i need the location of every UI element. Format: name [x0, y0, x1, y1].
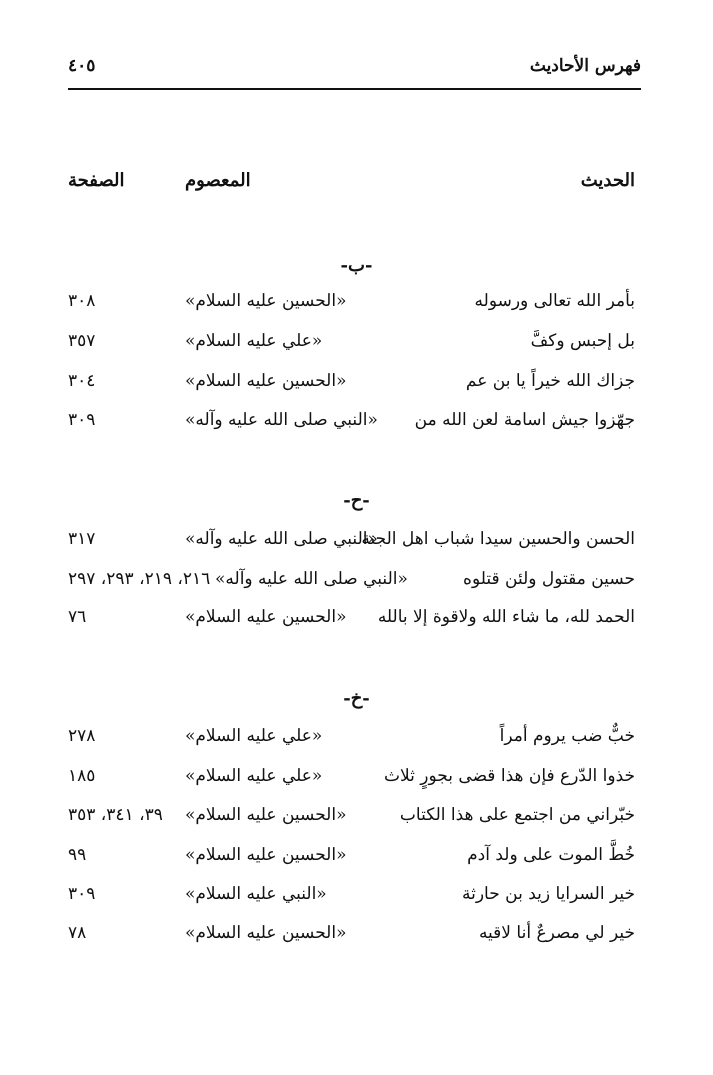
- masum-name: «الحسين عليه السلام»: [185, 607, 347, 627]
- hadith-text: بأمر الله تعالى ورسوله: [474, 291, 635, 311]
- page-refs: ٣٠٩: [68, 884, 96, 904]
- page-refs: ٢١٦، ٢١٩، ٢٩٣، ٢٩٧: [68, 569, 211, 589]
- masum-name: «النبي عليه السلام»: [185, 884, 327, 904]
- hadith-text: الحمد لله، ما شاء الله ولاقوة إلا بالله: [377, 607, 635, 627]
- page-refs: ٣٩، ٣٤١، ٣٥٣: [68, 805, 163, 825]
- index-row: [0, 522, 713, 556]
- section-letter-ha: -ح-: [343, 490, 370, 511]
- column-heading-masum: المعصوم: [185, 170, 251, 191]
- page-refs: ٣١٧: [68, 529, 96, 549]
- column-heading-page: الصفحة: [68, 170, 125, 191]
- masum-name: «علي عليه السلام»: [185, 726, 323, 746]
- index-row: [0, 877, 713, 911]
- masum-name: «النبي صلى الله عليه وآله»: [215, 569, 408, 589]
- hadith-text: جهّزوا جيش اسامة لعن الله من: [414, 410, 635, 430]
- running-header: [68, 56, 641, 90]
- hadith-text: حسين مقتول ولئن قتلوه: [463, 569, 635, 589]
- masum-name: «النبي صلى الله عليه وآله»: [185, 529, 378, 549]
- section-letter-ba: -ب-: [340, 255, 373, 276]
- header-title: فهرس الأحاديث: [529, 56, 641, 76]
- index-row: [0, 838, 713, 872]
- page-refs: ٩٩: [68, 845, 87, 865]
- hadith-text: بل إحبس وكفَّ: [530, 331, 635, 351]
- page-refs: ٧٦: [68, 607, 87, 627]
- masum-name: «علي عليه السلام»: [185, 766, 323, 786]
- index-row: [0, 324, 713, 358]
- page-refs: ٣٠٤: [68, 371, 96, 391]
- page-refs: ٢٧٨: [68, 726, 96, 746]
- masum-name: «الحسين عليه السلام»: [185, 845, 347, 865]
- hadith-text: خُطَّ الموت على ولد آدم: [467, 845, 635, 865]
- page-refs: ١٨٥: [68, 766, 96, 786]
- index-row: [0, 284, 713, 318]
- masum-name: «الحسين عليه السلام»: [185, 923, 347, 943]
- hadith-text: خذوا الدّرع فإن هذا قضى بجورٍ ثلاث: [384, 766, 635, 786]
- section-letter-kha: -خ-: [343, 688, 370, 709]
- hadith-text: خير السرايا زيد بن حارثة: [462, 884, 635, 904]
- page-refs: ٧٨: [68, 923, 87, 943]
- index-row: [0, 403, 713, 437]
- hadith-text: خبٌّ ضب يروم أمراً: [499, 726, 635, 746]
- page-refs: ٣٠٨: [68, 291, 96, 311]
- index-row: [0, 759, 713, 793]
- masum-name: «علي عليه السلام»: [185, 331, 323, 351]
- hadith-text: خير لي مصرعٌ أنا لاقيه: [478, 923, 635, 943]
- masum-name: «النبي صلى الله عليه وآله»: [185, 410, 378, 430]
- page-refs: ٣٥٧: [68, 331, 96, 351]
- index-row: [0, 562, 713, 596]
- masum-name: «الحسين عليه السلام»: [185, 805, 347, 825]
- page-refs: ٣٠٩: [68, 410, 96, 430]
- masum-name: «الحسين عليه السلام»: [185, 371, 347, 391]
- index-row: [0, 600, 713, 634]
- hadith-text: خبّراني من اجتمع على هذا الكتاب: [399, 805, 635, 825]
- index-row: [0, 719, 713, 753]
- column-heading-hadith: الحديث: [580, 170, 635, 191]
- index-row: [0, 798, 713, 832]
- index-row: [0, 364, 713, 398]
- masum-name: «الحسين عليه السلام»: [185, 291, 347, 311]
- hadith-text: الحسن والحسين سيدا شباب اهل الجنة: [361, 529, 635, 549]
- page-number: ٤٠٥: [68, 56, 96, 76]
- hadith-text: جزاك الله خيراً يا بن عم: [465, 371, 635, 391]
- index-row: [0, 916, 713, 950]
